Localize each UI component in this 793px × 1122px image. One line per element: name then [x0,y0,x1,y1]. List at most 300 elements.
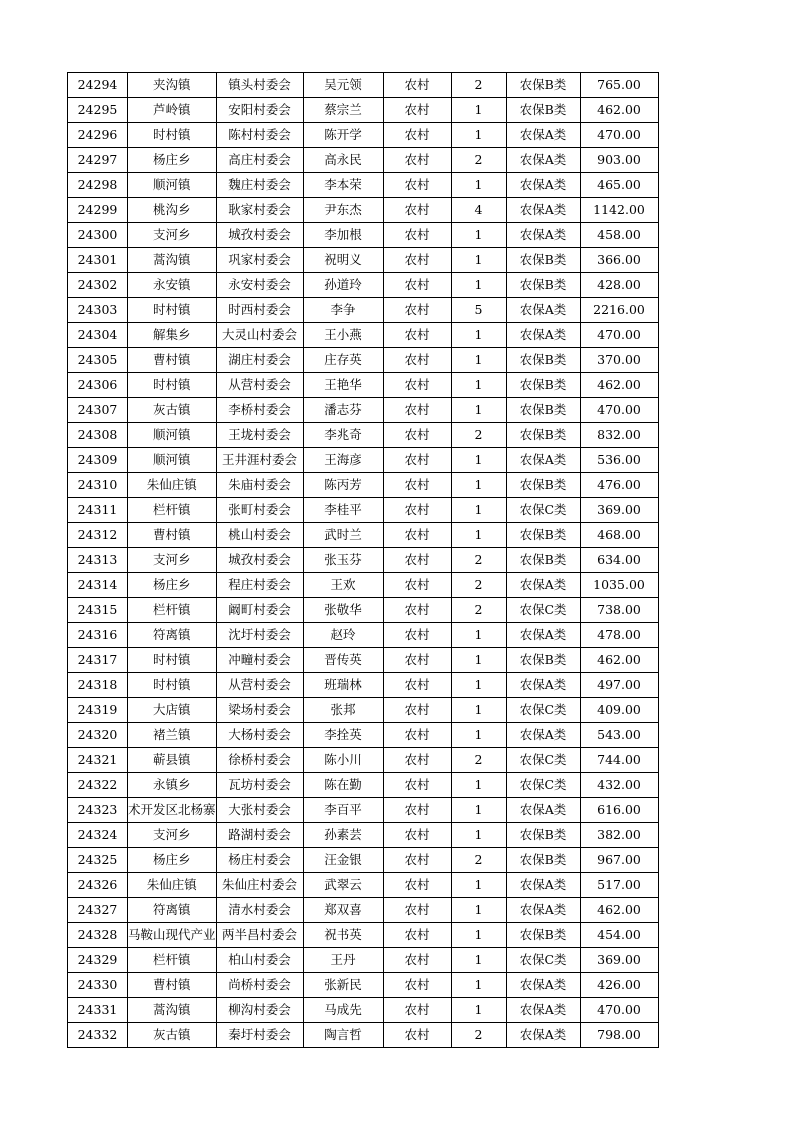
area-type-cell: 农村 [383,973,451,998]
person-name-cell: 王小燕 [303,323,383,348]
person-name-cell: 汪金银 [303,848,383,873]
table-row [68,823,659,848]
insurance-category-cell: 农保A类 [506,173,580,198]
person-name-cell: 蔡宗兰 [303,98,383,123]
household-count-cell: 1 [451,373,506,398]
village-committee-cell: 魏庄村委会 [216,173,303,198]
record-id-cell: 24323 [68,798,128,823]
township-cell: 曹村镇 [128,523,217,548]
household-count-cell: 1 [451,173,506,198]
table-row [68,473,659,498]
record-id-cell: 24319 [68,698,128,723]
area-type-cell: 农村 [383,848,451,873]
record-id-cell: 24312 [68,523,128,548]
household-count-cell: 2 [451,73,506,98]
person-name-cell: 祝明义 [303,248,383,273]
township-cell: 支河乡 [128,548,217,573]
household-count-cell: 1 [451,673,506,698]
area-type-cell: 农村 [383,348,451,373]
person-name-cell: 晋传英 [303,648,383,673]
insurance-category-cell: 农保B类 [506,73,580,98]
person-name-cell: 陶言哲 [303,1023,383,1048]
table-row [68,173,659,198]
amount-cell: 458.00 [580,223,658,248]
township-cell: 蒿沟镇 [128,998,217,1023]
person-name-cell: 王海彦 [303,448,383,473]
insurance-category-cell: 农保A类 [506,998,580,1023]
record-id-cell: 24322 [68,773,128,798]
person-name-cell: 孙道玲 [303,273,383,298]
table-row [68,498,659,523]
township-cell: 时村镇 [128,648,217,673]
township-cell: 杨庄乡 [128,573,217,598]
record-id-cell: 24294 [68,73,128,98]
record-id-cell: 24315 [68,598,128,623]
table-row [68,123,659,148]
person-name-cell: 吴元领 [303,73,383,98]
village-committee-cell: 镇头村委会 [216,73,303,98]
person-name-cell: 郑双喜 [303,898,383,923]
township-cell: 朱仙庄镇 [128,873,217,898]
household-count-cell: 1 [451,823,506,848]
insurance-category-cell: 农保B类 [506,523,580,548]
record-id-cell: 24329 [68,948,128,973]
amount-cell: 426.00 [580,973,658,998]
area-type-cell: 农村 [383,673,451,698]
household-count-cell: 1 [451,498,506,523]
table-row [68,273,659,298]
insurance-category-cell: 农保A类 [506,198,580,223]
record-id-cell: 24310 [68,473,128,498]
person-name-cell: 李加根 [303,223,383,248]
township-cell: 灰古镇 [128,398,217,423]
amount-cell: 428.00 [580,273,658,298]
table-row [68,1023,659,1048]
person-name-cell: 李拴英 [303,723,383,748]
township-cell: 永安镇 [128,273,217,298]
record-id-cell: 24306 [68,373,128,398]
insurance-category-cell: 农保A类 [506,898,580,923]
village-committee-cell: 巩家村委会 [216,248,303,273]
person-name-cell: 张敬华 [303,598,383,623]
household-count-cell: 2 [451,598,506,623]
table-row [68,148,659,173]
township-cell: 蒿沟镇 [128,248,217,273]
person-name-cell: 赵玲 [303,623,383,648]
record-id-cell: 24313 [68,548,128,573]
person-name-cell: 王艳华 [303,373,383,398]
record-id-cell: 24327 [68,898,128,923]
household-count-cell: 2 [451,848,506,873]
record-id-cell: 24303 [68,298,128,323]
insurance-category-cell: 农保B类 [506,648,580,673]
village-committee-cell: 阚町村委会 [216,598,303,623]
area-type-cell: 农村 [383,873,451,898]
insurance-category-cell: 农保A类 [506,723,580,748]
area-type-cell: 农村 [383,623,451,648]
village-committee-cell: 陈村村委会 [216,123,303,148]
village-committee-cell: 高庄村委会 [216,148,303,173]
insurance-category-cell: 农保B类 [506,473,580,498]
insurance-category-cell: 农保B类 [506,848,580,873]
insurance-category-cell: 农保C类 [506,698,580,723]
amount-cell: 1035.00 [580,573,658,598]
person-name-cell: 庄存英 [303,348,383,373]
household-count-cell: 1 [451,898,506,923]
village-committee-cell: 朱庙村委会 [216,473,303,498]
amount-cell: 832.00 [580,423,658,448]
insurance-category-cell: 农保A类 [506,1023,580,1048]
area-type-cell: 农村 [383,1023,451,1048]
village-committee-cell: 安阳村委会 [216,98,303,123]
household-count-cell: 2 [451,1023,506,1048]
record-id-cell: 24318 [68,673,128,698]
person-name-cell: 张邦 [303,698,383,723]
insurance-category-cell: 农保B类 [506,348,580,373]
table-row [68,848,659,873]
table-row [68,773,659,798]
record-id-cell: 24300 [68,223,128,248]
village-committee-cell: 耿家村委会 [216,198,303,223]
table-row [68,923,659,948]
township-cell: 大店镇 [128,698,217,723]
household-count-cell: 1 [451,873,506,898]
table-row [68,198,659,223]
record-id-cell: 24297 [68,148,128,173]
area-type-cell: 农村 [383,948,451,973]
village-committee-cell: 朱仙庄村委会 [216,873,303,898]
record-id-cell: 24299 [68,198,128,223]
village-committee-cell: 尚桥村委会 [216,973,303,998]
record-id-cell: 24301 [68,248,128,273]
village-committee-cell: 清水村委会 [216,898,303,923]
village-committee-cell: 瓦坊村委会 [216,773,303,798]
township-cell: 夹沟镇 [128,73,217,98]
records-table [67,72,659,1048]
person-name-cell: 李百平 [303,798,383,823]
area-type-cell: 农村 [383,473,451,498]
person-name-cell: 武翠云 [303,873,383,898]
village-committee-cell: 时西村委会 [216,298,303,323]
insurance-category-cell: 农保A类 [506,323,580,348]
record-id-cell: 24309 [68,448,128,473]
table-row [68,673,659,698]
area-type-cell: 农村 [383,123,451,148]
table-row [68,648,659,673]
amount-cell: 468.00 [580,523,658,548]
township-cell: 术开发区北杨寨 [128,798,217,823]
township-cell: 支河乡 [128,823,217,848]
table-row [68,948,659,973]
village-committee-cell: 桃山村委会 [216,523,303,548]
person-name-cell: 孙素芸 [303,823,383,848]
insurance-category-cell: 农保B类 [506,373,580,398]
person-name-cell: 李本荣 [303,173,383,198]
person-name-cell: 陈丙芳 [303,473,383,498]
township-cell: 褚兰镇 [128,723,217,748]
area-type-cell: 农村 [383,923,451,948]
record-id-cell: 24302 [68,273,128,298]
area-type-cell: 农村 [383,498,451,523]
person-name-cell: 高永民 [303,148,383,173]
insurance-category-cell: 农保A类 [506,673,580,698]
amount-cell: 462.00 [580,898,658,923]
table-row [68,698,659,723]
household-count-cell: 1 [451,473,506,498]
table-row [68,323,659,348]
person-name-cell: 王欢 [303,573,383,598]
household-count-cell: 1 [451,523,506,548]
person-name-cell: 陈小川 [303,748,383,773]
household-count-cell: 1 [451,998,506,1023]
insurance-category-cell: 农保B类 [506,823,580,848]
record-id-cell: 24304 [68,323,128,348]
area-type-cell: 农村 [383,73,451,98]
amount-cell: 536.00 [580,448,658,473]
area-type-cell: 农村 [383,198,451,223]
amount-cell: 738.00 [580,598,658,623]
village-committee-cell: 杨庄村委会 [216,848,303,873]
area-type-cell: 农村 [383,373,451,398]
record-id-cell: 24328 [68,923,128,948]
area-type-cell: 农村 [383,748,451,773]
record-id-cell: 24331 [68,998,128,1023]
amount-cell: 634.00 [580,548,658,573]
village-committee-cell: 王垅村委会 [216,423,303,448]
person-name-cell: 尹东杰 [303,198,383,223]
area-type-cell: 农村 [383,523,451,548]
township-cell: 栏杆镇 [128,948,217,973]
table-row [68,573,659,598]
table-row [68,898,659,923]
insurance-category-cell: 农保C类 [506,598,580,623]
insurance-category-cell: 农保A类 [506,798,580,823]
amount-cell: 465.00 [580,173,658,198]
village-committee-cell: 城孜村委会 [216,548,303,573]
person-name-cell: 班瑞林 [303,673,383,698]
village-committee-cell: 永安村委会 [216,273,303,298]
insurance-category-cell: 农保A类 [506,148,580,173]
amount-cell: 470.00 [580,398,658,423]
records-table-body [68,73,659,1048]
township-cell: 朱仙庄镇 [128,473,217,498]
amount-cell: 616.00 [580,798,658,823]
village-committee-cell: 大杨村委会 [216,723,303,748]
village-committee-cell: 梁场村委会 [216,698,303,723]
insurance-category-cell: 农保C类 [506,773,580,798]
record-id-cell: 24316 [68,623,128,648]
record-id-cell: 24332 [68,1023,128,1048]
area-type-cell: 农村 [383,723,451,748]
amount-cell: 470.00 [580,998,658,1023]
person-name-cell: 潘志芬 [303,398,383,423]
household-count-cell: 2 [451,423,506,448]
amount-cell: 517.00 [580,873,658,898]
township-cell: 杨庄乡 [128,848,217,873]
record-id-cell: 24295 [68,98,128,123]
area-type-cell: 农村 [383,573,451,598]
insurance-category-cell: 农保B类 [506,423,580,448]
area-type-cell: 农村 [383,448,451,473]
amount-cell: 744.00 [580,748,658,773]
amount-cell: 2216.00 [580,298,658,323]
record-id-cell: 24330 [68,973,128,998]
insurance-category-cell: 农保A类 [506,573,580,598]
township-cell: 曹村镇 [128,973,217,998]
household-count-cell: 1 [451,323,506,348]
village-committee-cell: 程庄村委会 [216,573,303,598]
amount-cell: 454.00 [580,923,658,948]
township-cell: 时村镇 [128,123,217,148]
amount-cell: 497.00 [580,673,658,698]
township-cell: 顺河镇 [128,173,217,198]
village-committee-cell: 王井涯村委会 [216,448,303,473]
township-cell: 杨庄乡 [128,148,217,173]
table-row [68,398,659,423]
insurance-category-cell: 农保A类 [506,298,580,323]
village-committee-cell: 路湖村委会 [216,823,303,848]
table-row [68,723,659,748]
table-row [68,623,659,648]
amount-cell: 409.00 [580,698,658,723]
household-count-cell: 1 [451,948,506,973]
household-count-cell: 1 [451,648,506,673]
table-row [68,298,659,323]
area-type-cell: 农村 [383,773,451,798]
village-committee-cell: 城孜村委会 [216,223,303,248]
insurance-category-cell: 农保A类 [506,223,580,248]
household-count-cell: 2 [451,573,506,598]
township-cell: 顺河镇 [128,423,217,448]
township-cell: 马鞍山现代产业 [128,923,217,948]
township-cell: 时村镇 [128,373,217,398]
household-count-cell: 1 [451,348,506,373]
insurance-category-cell: 农保B类 [506,548,580,573]
township-cell: 永镇乡 [128,773,217,798]
table-row [68,223,659,248]
township-cell: 栏杆镇 [128,598,217,623]
insurance-category-cell: 农保B类 [506,98,580,123]
village-committee-cell: 冲疃村委会 [216,648,303,673]
amount-cell: 369.00 [580,498,658,523]
township-cell: 芦岭镇 [128,98,217,123]
village-committee-cell: 柏山村委会 [216,948,303,973]
amount-cell: 470.00 [580,123,658,148]
table-row [68,348,659,373]
household-count-cell: 4 [451,198,506,223]
table-row [68,873,659,898]
village-committee-cell: 大张村委会 [216,798,303,823]
village-committee-cell: 徐桥村委会 [216,748,303,773]
record-id-cell: 24317 [68,648,128,673]
area-type-cell: 农村 [383,248,451,273]
village-committee-cell: 湖庄村委会 [216,348,303,373]
insurance-category-cell: 农保C类 [506,948,580,973]
township-cell: 解集乡 [128,323,217,348]
amount-cell: 470.00 [580,323,658,348]
township-cell: 曹村镇 [128,348,217,373]
area-type-cell: 农村 [383,648,451,673]
record-id-cell: 24320 [68,723,128,748]
insurance-category-cell: 农保B类 [506,398,580,423]
area-type-cell: 农村 [383,998,451,1023]
household-count-cell: 1 [451,973,506,998]
township-cell: 桃沟乡 [128,198,217,223]
table-row [68,373,659,398]
area-type-cell: 农村 [383,798,451,823]
village-committee-cell: 从营村委会 [216,373,303,398]
household-count-cell: 5 [451,298,506,323]
township-cell: 蕲县镇 [128,748,217,773]
amount-cell: 476.00 [580,473,658,498]
insurance-category-cell: 农保B类 [506,923,580,948]
township-cell: 支河乡 [128,223,217,248]
household-count-cell: 1 [451,273,506,298]
area-type-cell: 农村 [383,273,451,298]
household-count-cell: 1 [451,248,506,273]
amount-cell: 382.00 [580,823,658,848]
village-committee-cell: 李桥村委会 [216,398,303,423]
table-row [68,998,659,1023]
insurance-category-cell: 农保A类 [506,623,580,648]
record-id-cell: 24298 [68,173,128,198]
insurance-category-cell: 农保A类 [506,123,580,148]
household-count-cell: 1 [451,123,506,148]
household-count-cell: 2 [451,148,506,173]
amount-cell: 798.00 [580,1023,658,1048]
amount-cell: 369.00 [580,948,658,973]
table-row [68,73,659,98]
table-row [68,798,659,823]
record-id-cell: 24326 [68,873,128,898]
record-id-cell: 24296 [68,123,128,148]
area-type-cell: 农村 [383,698,451,723]
person-name-cell: 李争 [303,298,383,323]
area-type-cell: 农村 [383,548,451,573]
village-committee-cell: 沈圩村委会 [216,623,303,648]
village-committee-cell: 柳沟村委会 [216,998,303,1023]
area-type-cell: 农村 [383,423,451,448]
village-committee-cell: 两半昌村委会 [216,923,303,948]
household-count-cell: 1 [451,448,506,473]
township-cell: 灰古镇 [128,1023,217,1048]
township-cell: 符离镇 [128,898,217,923]
township-cell: 栏杆镇 [128,498,217,523]
household-count-cell: 1 [451,723,506,748]
table-row [68,523,659,548]
amount-cell: 462.00 [580,373,658,398]
person-name-cell: 李兆奇 [303,423,383,448]
area-type-cell: 农村 [383,98,451,123]
record-id-cell: 24308 [68,423,128,448]
township-cell: 符离镇 [128,623,217,648]
insurance-category-cell: 农保B类 [506,273,580,298]
table-row [68,98,659,123]
record-id-cell: 24324 [68,823,128,848]
township-cell: 顺河镇 [128,448,217,473]
amount-cell: 903.00 [580,148,658,173]
amount-cell: 370.00 [580,348,658,373]
household-count-cell: 1 [451,923,506,948]
area-type-cell: 农村 [383,823,451,848]
township-cell: 时村镇 [128,673,217,698]
table-row [68,748,659,773]
village-committee-cell: 张町村委会 [216,498,303,523]
village-committee-cell: 从营村委会 [216,673,303,698]
amount-cell: 478.00 [580,623,658,648]
amount-cell: 462.00 [580,98,658,123]
village-committee-cell: 大灵山村委会 [216,323,303,348]
